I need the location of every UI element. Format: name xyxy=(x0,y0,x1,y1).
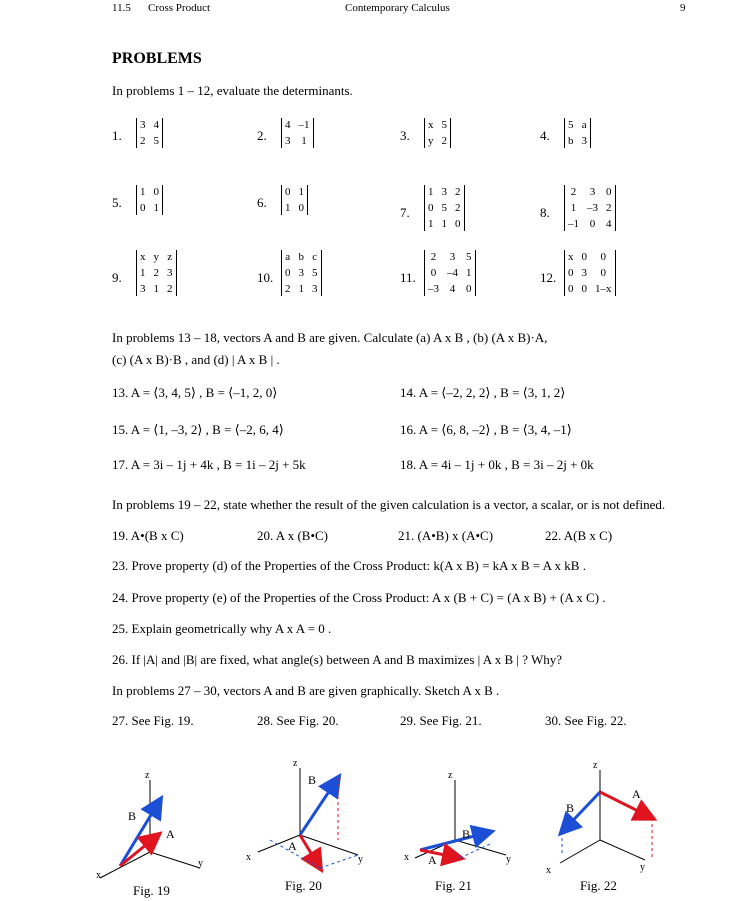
problem-24: 24. Prove property (e) of the Properties of the Cross Product: A x (B + C) = (A x B) + (A x C) . xyxy=(112,590,606,605)
matrix-entry: 1 xyxy=(570,202,577,214)
determinant-matrix xyxy=(564,118,591,148)
book-title: Contemporary Calculus xyxy=(345,2,450,14)
matrix-entry: 0 xyxy=(466,283,472,295)
matrix-entry: x xyxy=(568,251,574,263)
determinant-number: 12. xyxy=(540,270,557,285)
determinant-matrix xyxy=(136,118,163,148)
problem-19: 19. A•(B x C) xyxy=(112,528,184,543)
matrix-entry: 2 xyxy=(153,267,159,279)
matrix-entry: 0 xyxy=(568,283,574,295)
matrix-entry: y xyxy=(428,135,434,147)
problem-26: 26. If |A| and |B| are fixed, what angle(s) between A and B maximizes | A x B | ? Why? xyxy=(112,652,563,667)
figure-22 xyxy=(546,760,652,893)
determinant-matrix xyxy=(564,185,616,231)
a-label: A xyxy=(428,853,437,867)
section-number: 11.5 xyxy=(112,2,131,14)
matrix-entry: 1 xyxy=(140,186,146,198)
matrix-entry: a xyxy=(285,251,291,263)
section-title: Cross Product xyxy=(148,2,211,14)
matrix-entry: 3 xyxy=(298,267,304,279)
matrix-entry: 0 xyxy=(285,186,291,198)
b-label: B xyxy=(462,827,471,841)
figure-19 xyxy=(96,770,203,898)
matrix-entry: z xyxy=(167,251,173,263)
intro-vectors-line1: In problems 13 – 18, vectors A and B are given. Calculate (a) A x B , (b) (A x B)·A, xyxy=(112,330,548,345)
z-label: z xyxy=(448,770,453,781)
matrix-entry: 1 xyxy=(301,135,307,147)
page-title: PROBLEMS xyxy=(112,50,202,67)
matrix-entry: 2 xyxy=(441,135,447,147)
determinant-number: 9. xyxy=(112,270,122,285)
matrix-entry: 2 xyxy=(606,202,612,214)
matrix-entry: 0 xyxy=(153,186,159,198)
matrix-entry: 2 xyxy=(455,202,461,214)
matrix-entry: 0 xyxy=(600,267,606,279)
x-label: x xyxy=(546,865,551,876)
determinant-matrix xyxy=(564,250,616,296)
y-label: y xyxy=(640,862,645,873)
matrix-entry: 3 xyxy=(449,251,456,263)
matrix-entry: 2 xyxy=(285,283,291,295)
problem-13: 13. A = ⟨3, 4, 5⟩ , B = ⟨–1, 2, 0⟩ xyxy=(112,385,278,400)
matrix-entry: –3 xyxy=(587,202,598,214)
vector-a xyxy=(300,835,320,868)
matrix-entry: 0 xyxy=(285,267,291,279)
matrix-entry: 3 xyxy=(589,186,596,198)
matrix-entry: 5 xyxy=(441,202,447,214)
matrix-entry: 1 xyxy=(428,186,434,198)
determinant-matrix xyxy=(424,250,476,296)
vector-a xyxy=(600,792,652,818)
determinant-number: 10. xyxy=(257,270,274,285)
matrix-entry: 0 xyxy=(455,218,461,230)
intro-state: In problems 19 – 22, state whether the result of the given calculation is a vector, a scalar, or is not defined. xyxy=(112,497,666,512)
matrix-entry: –1 xyxy=(568,218,579,230)
matrix-entry: b xyxy=(568,135,574,147)
problem-20: 20. A x (B•C) xyxy=(257,528,329,543)
matrix-entry: 4 xyxy=(606,218,612,230)
matrix-entry: 2 xyxy=(430,251,437,263)
determinant-number: 2. xyxy=(257,128,267,143)
problem-29: 29. See Fig. 21. xyxy=(400,713,482,728)
matrix-entry: 1 xyxy=(140,267,146,279)
problem-23: 23. Prove property (d) of the Properties of the Cross Product: k(A x B) = kA x B = A x kB . xyxy=(112,558,586,573)
matrix-entry: 0 xyxy=(581,251,587,263)
projection-line xyxy=(320,855,358,868)
matrix-entry: 1 xyxy=(298,283,304,295)
matrix-entry: a xyxy=(581,119,587,131)
matrix-entry: 3 xyxy=(140,119,146,131)
vector-b xyxy=(120,800,160,866)
matrix-entry: 3 xyxy=(167,267,173,279)
intro-determinants: In problems 1 – 12, evaluate the determinants. xyxy=(112,83,353,98)
matrix-entry: b xyxy=(298,251,304,263)
x-label: x xyxy=(404,852,409,863)
matrix-entry: 0 xyxy=(600,251,606,263)
matrix-entry: 3 xyxy=(140,283,146,295)
y-label: y xyxy=(506,854,511,865)
a-label: A xyxy=(632,787,641,801)
determinant-matrix xyxy=(136,250,177,296)
determinant-number: 4. xyxy=(540,128,550,143)
matrix-entry: 4 xyxy=(449,283,456,295)
y-axis xyxy=(455,840,506,855)
z-label: z xyxy=(293,758,298,769)
problem-30: 30. See Fig. 22. xyxy=(545,713,627,728)
matrix-entry: 0 xyxy=(606,186,612,198)
matrix-entry: 5 xyxy=(312,267,318,279)
matrix-entry: 1–x xyxy=(595,283,612,295)
matrix-entry: 4 xyxy=(285,119,291,131)
problem-16: 16. A = ⟨6, 8, –2⟩ , B = ⟨3, 4, –1⟩ xyxy=(400,422,572,437)
problem-18: 18. A = 4i – 1j + 0k , B = 3i – 2j + 0k xyxy=(400,457,594,472)
matrix-entry: 0 xyxy=(430,267,437,279)
y-axis xyxy=(600,840,645,860)
figures-row xyxy=(0,740,734,901)
matrix-entry: 5 xyxy=(568,119,574,131)
z-label: z xyxy=(145,770,150,781)
matrix-entry: 3 xyxy=(441,186,447,198)
matrix-entry: 3 xyxy=(312,283,318,295)
b-label: B xyxy=(128,809,137,823)
matrix-entry: 0 xyxy=(581,283,587,295)
matrix-entry: 3 xyxy=(581,267,587,279)
matrix-entry: 2 xyxy=(570,186,577,198)
matrix-entry: 5 xyxy=(441,119,447,131)
matrix-entry: 1 xyxy=(298,186,304,198)
determinant-matrix xyxy=(424,185,465,231)
intro-graph: In problems 27 – 30, vectors A and B are given graphically. Sketch A x B . xyxy=(112,683,500,698)
matrix-entry: c xyxy=(312,251,318,263)
matrix-entry: 5 xyxy=(466,251,472,263)
determinant-number: 5. xyxy=(112,195,122,210)
problem-17: 17. A = 3i – 1j + 4k , B = 1i – 2j + 5k xyxy=(112,457,306,472)
matrix-entry: –4 xyxy=(447,267,458,279)
matrix-entry: 2 xyxy=(140,135,146,147)
x-label: x xyxy=(246,852,251,863)
determinant-number: 8. xyxy=(540,205,550,220)
matrix-entry: 0 xyxy=(428,202,434,214)
fig-19-caption: Fig. 19 xyxy=(133,883,170,898)
intro-vectors-line2: (c) (A x B)·B , and (d) | A x B | . xyxy=(112,352,280,367)
b-label: B xyxy=(308,773,317,787)
matrix-entry: 1 xyxy=(285,202,291,214)
matrix-entry: 1 xyxy=(153,283,159,295)
y-label: y xyxy=(198,858,203,869)
x-label: x xyxy=(96,870,101,881)
y-label: y xyxy=(358,854,363,865)
a-label: A xyxy=(288,839,297,853)
matrix-entry: 2 xyxy=(167,283,173,295)
problem-27: 27. See Fig. 19. xyxy=(112,713,194,728)
determinant-matrix xyxy=(424,118,451,148)
a-label: A xyxy=(166,827,175,841)
problem-22: 22. A(B x C) xyxy=(545,528,613,543)
matrix-entry: 5 xyxy=(153,135,159,147)
matrix-entry: –3 xyxy=(428,283,439,295)
fig-22-caption: Fig. 22 xyxy=(580,878,617,893)
determinant-matrix xyxy=(281,250,322,296)
fig-21-caption: Fig. 21 xyxy=(435,878,472,893)
matrix-entry: –1 xyxy=(298,119,310,131)
figure-21 xyxy=(404,770,511,893)
problem-25: 25. Explain geometrically why A x A = 0 . xyxy=(112,621,332,636)
matrix-entry: 1 xyxy=(466,267,472,279)
x-axis xyxy=(560,840,600,863)
matrix-entry: 3 xyxy=(285,135,291,147)
matrix-entry: y xyxy=(153,251,159,263)
determinant-number: 6. xyxy=(257,195,267,210)
vector-b xyxy=(300,778,338,835)
matrix-entry: 0 xyxy=(140,202,146,214)
vector-a xyxy=(420,850,460,858)
fig-20-caption: Fig. 20 xyxy=(285,878,322,893)
problem-28: 28. See Fig. 20. xyxy=(257,713,339,728)
matrix-entry: 0 xyxy=(589,218,596,230)
matrix-entry: 2 xyxy=(455,186,461,198)
page-number: 9 xyxy=(680,2,686,14)
y-axis xyxy=(150,852,200,868)
matrix-entry: 4 xyxy=(153,119,159,131)
z-label: z xyxy=(593,760,598,771)
problem-14: 14. A = ⟨–2, 2, 2⟩ , B = ⟨3, 1, 2⟩ xyxy=(400,385,566,400)
matrix-entry: 0 xyxy=(298,202,304,214)
determinant-number: 7. xyxy=(400,205,410,220)
determinant-number: 3. xyxy=(400,128,410,143)
determinant-matrix xyxy=(136,185,163,215)
b-label: B xyxy=(566,801,575,815)
determinant-number: 1. xyxy=(112,128,122,143)
determinant-matrix xyxy=(281,118,314,148)
matrix-entry: 1 xyxy=(441,218,447,230)
determinant-number: 11. xyxy=(400,270,416,285)
determinant-matrix xyxy=(281,185,308,215)
problem-21: 21. (A•B) x (A•C) xyxy=(398,528,494,543)
matrix-entry: x xyxy=(428,119,434,131)
problem-15: 15. A = ⟨1, –3, 2⟩ , B = ⟨–2, 6, 4⟩ xyxy=(112,422,284,437)
matrix-entry: 0 xyxy=(568,267,574,279)
matrix-entry: x xyxy=(140,251,146,263)
figure-20 xyxy=(246,758,363,893)
vector-a xyxy=(120,835,158,866)
matrix-entry: 3 xyxy=(581,135,587,147)
matrix-entry: 1 xyxy=(153,202,159,214)
matrix-entry: 1 xyxy=(428,218,434,230)
